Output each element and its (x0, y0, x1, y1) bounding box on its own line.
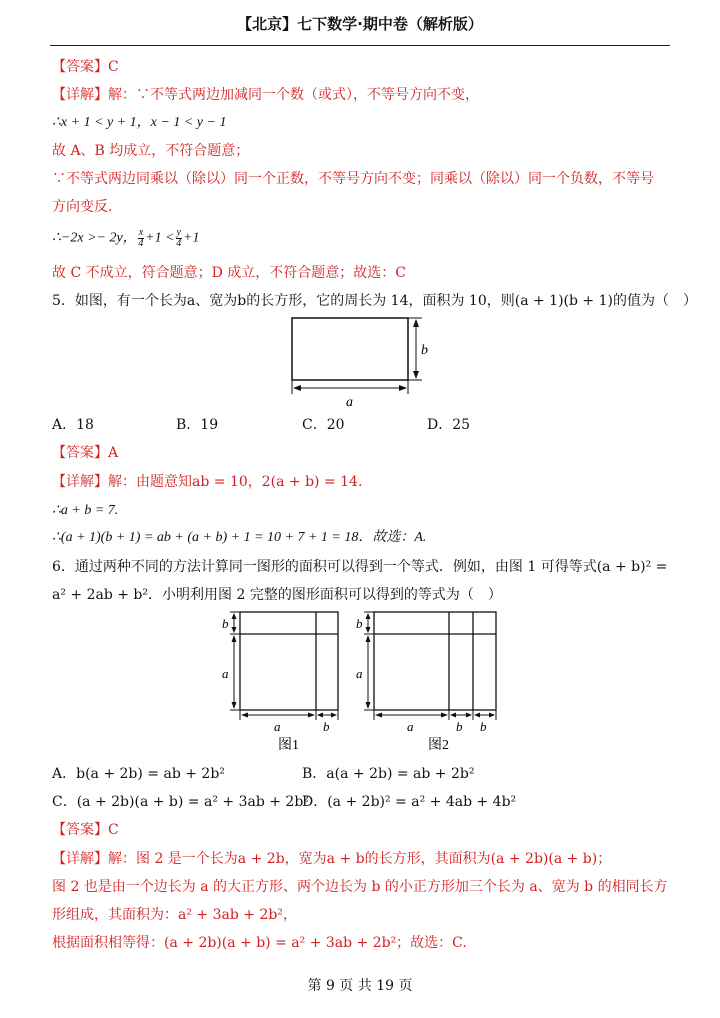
q5-step2: ∴(a + 1)(b + 1) = ab + (a + b) + 1 = 10 + 7 + 1 = 18．故选：A. (52, 530, 427, 545)
fig1-label-b-side: b (222, 616, 229, 631)
q5-rectangle (292, 318, 408, 380)
fig2-arrow-a-left (375, 713, 382, 718)
fig1-caption: 图1 (278, 738, 299, 753)
fig2-label-b-side: b (356, 616, 363, 631)
fig1-arrow-a-left (241, 713, 248, 718)
fig2-arrow-b-up (366, 613, 371, 619)
q4-rule-line2: 方向变反. (52, 199, 113, 215)
fig2-arrow-b-down (366, 627, 371, 633)
q6-stem-line1: 6．通过两种不同的方法计算同一图形的面积可以得到一个等式．例如，由图 1 可得等式(a + b)² = (52, 559, 668, 575)
fig2-label-b-bottom-2: b (480, 719, 487, 734)
page-footer: 第 9 页 共 19 页 (307, 978, 413, 994)
fig2-label-a-side: a (356, 666, 363, 681)
q4-frac-right-den: 4 (176, 238, 182, 249)
q4-step2-suffix: +1 (183, 230, 200, 246)
q4-frac-left-num: x (138, 227, 144, 238)
fig1-label-b-bottom: b (323, 719, 330, 734)
fig2-label-b-bottom-1: b (456, 719, 463, 734)
q5-answer: 【答案】A (52, 445, 119, 461)
q5-stem: 5．如图，有一个长为a、宽为b的长方形，它的周长为 14，面积为 10，则(a + 1)(b + 1)的值为（ ） (52, 293, 697, 309)
fig1-arrow-a-up (232, 635, 237, 642)
q5-option-c[interactable]: C．20 (302, 417, 345, 433)
q5-step1: ∴a + b = 7. (52, 503, 119, 518)
q5-option-a[interactable]: A．18 (52, 417, 94, 433)
fig1-outer-square (240, 612, 338, 710)
q4-frac-left (138, 228, 144, 249)
q6-detail-line4: 根据面积相等得：(a + 2b)(a + b) = a² + 3ab + 2b²；故选：C. (52, 935, 467, 951)
q6-stem-line2: a² + 2ab + b²．小明利用图 2 完整的图形面积可以得到的等式为（ ） (52, 587, 502, 603)
q4-detail-label: 【详解】 (52, 87, 108, 103)
q5-option-b[interactable]: B．19 (176, 417, 219, 433)
q6-detail-1 (52, 849, 611, 869)
q6-figure-2 (350, 606, 502, 756)
q4-conclusion: 故 C 不成立，符合题意；D 成立，不符合题意；故选：C (52, 265, 406, 281)
q4-step2 (52, 228, 199, 249)
fig2-arrow-a-right (441, 713, 448, 718)
fig2-arrow-b1-right (466, 713, 472, 718)
fig1-arrow-b-left (317, 713, 323, 718)
q6-figure-1 (216, 606, 344, 756)
q4-frac-right (176, 228, 182, 249)
q6-detail-line3: 形组成，其面积为：a² + 3ab + 2b²， (52, 907, 297, 923)
q6-option-d[interactable]: D．(a + 2b)² = a² + 4ab + 4b² (302, 794, 517, 810)
q4-detail-text: 解：∵不等式两边加减同一个数（或式），不等号方向不变， (108, 87, 479, 103)
q4-frac-left-den: 4 (138, 238, 144, 249)
q6-detail-line2: 图 2 也是由一个边长为 a 的大正方形、两个边长为 b 的小正方形加三个长为 a、宽为 b 的相同长方 (52, 879, 668, 895)
fig1-arrow-a-down (232, 702, 237, 709)
q5-detail (52, 472, 362, 492)
q4-detail (52, 85, 479, 105)
q4-line-ab: 故 A、B 均成立，不符合题意； (52, 143, 250, 159)
page-header-title: 【北京】七下数学·期中卷（解析版） (237, 15, 483, 33)
q5-label-a: a (346, 395, 353, 410)
q6-option-b[interactable]: B．a(a + 2b) = ab + 2b² (302, 766, 475, 782)
q6-option-c[interactable]: C．(a + 2b)(a + b) = a² + 3ab + 2b² (52, 794, 309, 810)
q5-rectangle-figure (282, 312, 432, 410)
q5-arrow-a-right (399, 385, 407, 391)
fig2-arrow-b2-left (474, 713, 480, 718)
q4-rule-line1: ∵不等式两边同乘以（除以）同一个正数，不等号方向不变；同乘以（除以）同一个负数，不等号 (52, 171, 654, 187)
q5-arrow-a-left (293, 385, 301, 391)
fig1-label-a-bottom: a (274, 719, 281, 734)
q6-option-a[interactable]: A．b(a + 2b) = ab + 2b² (52, 766, 225, 782)
header-divider (50, 45, 670, 46)
fig1-arrow-b-down (232, 627, 237, 633)
fig1-arrow-b-up (232, 613, 237, 619)
q5-detail-label: 【详解】 (52, 474, 108, 490)
fig2-arrow-a-down (366, 702, 371, 709)
fig2-outer-rectangle (374, 612, 496, 710)
q5-label-b: b (421, 343, 428, 358)
fig2-label-a-bottom: a (407, 719, 414, 734)
fig2-arrow-b2-right (489, 713, 495, 718)
q5-arrow-b-bottom (413, 371, 419, 379)
fig2-caption: 图2 (428, 738, 449, 753)
q5-arrow-b-top (413, 319, 419, 327)
q5-option-d[interactable]: D．25 (427, 417, 471, 433)
fig1-arrow-b-right (331, 713, 337, 718)
q6-detail-label: 【详解】 (52, 851, 108, 867)
fig1-arrow-a-right (308, 713, 315, 718)
fig1-label-a-side: a (222, 666, 229, 681)
q5-detail-text: 解：由题意知ab = 10，2(a + b) = 14. (108, 474, 363, 490)
fig2-arrow-b1-left (450, 713, 456, 718)
q4-step2-prefix: ∴−2x >− 2y， (52, 230, 137, 246)
q4-step1: ∴x + 1 < y + 1，x − 1 < y − 1 (52, 115, 227, 130)
q4-step2-mid: +1 < (145, 230, 175, 246)
q6-detail-line1: 解：图 2 是一个长为a + 2b，宽为a + b的长方形，其面积为(a + 2b)(a + b)； (108, 851, 612, 867)
q6-answer: 【答案】C (52, 822, 119, 838)
q4-frac-right-num: y (176, 227, 181, 238)
q4-answer: 【答案】C (52, 59, 119, 75)
fig2-arrow-a-up (366, 635, 371, 642)
